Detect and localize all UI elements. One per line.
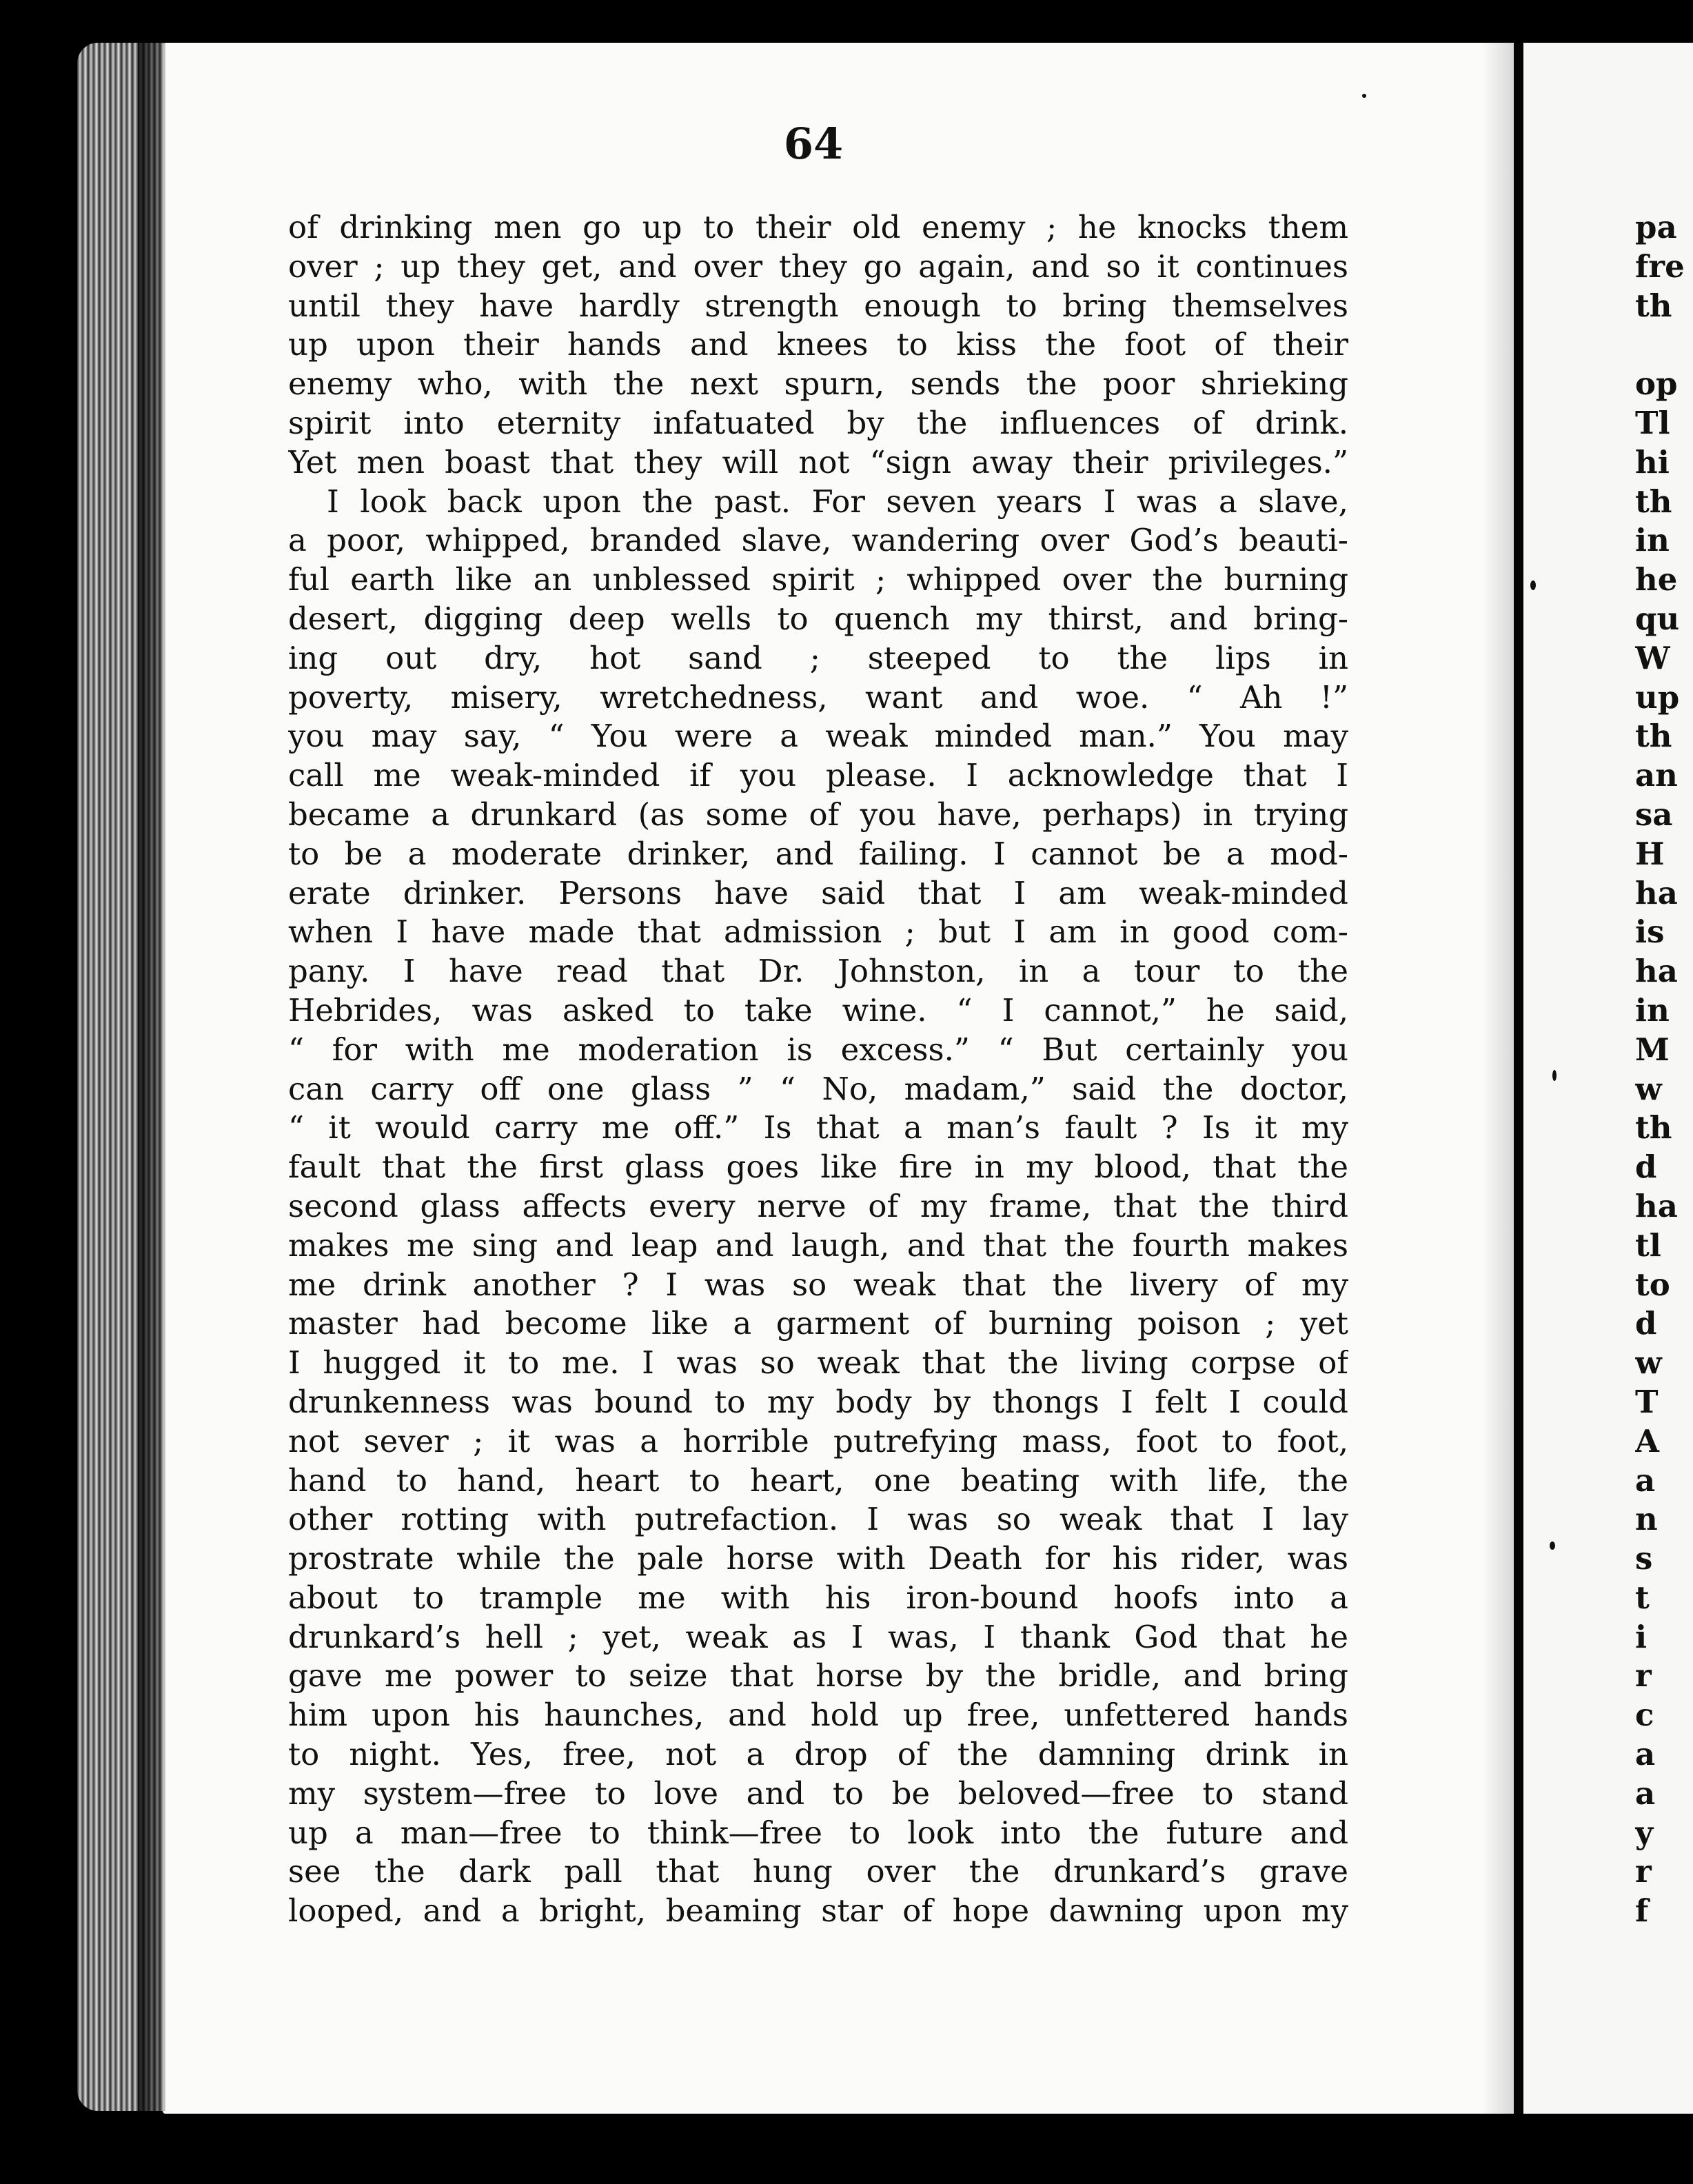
text-line: looped, and a bright, beaming star of hope dawning upon my	[288, 1892, 1348, 1930]
binding-shadow	[138, 43, 165, 2111]
text-line: until they have hardly strength enough to bring themselves	[288, 287, 1348, 324]
text-line: prostrate while the pale horse with Death for his rider, was	[288, 1540, 1348, 1577]
text-line: not sever ; it was a horrible putrefying mass, foot to foot,	[288, 1422, 1348, 1459]
facing-page-fragment: hi	[1635, 443, 1670, 481]
facing-page-fragment: M	[1635, 1031, 1670, 1068]
facing-page-fragment: tl	[1635, 1226, 1661, 1264]
text-line: my system—free to love and to be beloved—free to stand	[288, 1775, 1348, 1812]
text-line: erate drinker. Persons have said that I am weak-minded	[288, 874, 1348, 911]
text-line: “ for with me moderation is excess.” “ But certainly you	[288, 1031, 1348, 1068]
facing-page-fragment: fre	[1635, 247, 1685, 285]
text-line: about to trample me with his iron-bound hoofs into a	[288, 1579, 1348, 1616]
facing-page-fragment: d	[1635, 1149, 1657, 1186]
text-line: master had become like a garment of burning poison ; yet	[288, 1305, 1348, 1342]
facing-page-fragment: an	[1635, 757, 1678, 794]
text-line: became a drunkard (as some of you have, perhaps) in trying	[288, 796, 1348, 833]
facing-page-fragment: s	[1635, 1540, 1653, 1577]
facing-page-fragment: A	[1635, 1422, 1659, 1459]
facing-page-fragment: in	[1635, 991, 1670, 1029]
facing-page-fragment: w	[1635, 1070, 1662, 1107]
facing-page-fragment: ha	[1635, 1187, 1678, 1224]
facing-page-fragment: w	[1635, 1344, 1662, 1382]
scan-speck	[1530, 580, 1536, 590]
facing-page-fragment: f	[1635, 1892, 1649, 1930]
scan-speck	[1362, 94, 1366, 98]
facing-page-fragment: r	[1635, 1657, 1652, 1695]
text-line: fault that the first glass goes like fire in my blood, that the	[288, 1149, 1348, 1186]
text-line: over ; up they get, and over they go again, and so it continues	[288, 247, 1348, 285]
text-line: I look back upon the past. For seven years I was a slave,	[327, 483, 1348, 520]
text-line: I hugged it to me. I was so weak that the living corpse of	[288, 1344, 1348, 1382]
text-line: spirit into eternity infatuated by the influences of drink.	[288, 404, 1348, 441]
text-line: to be a moderate drinker, and failing. I cannot be a mod-	[288, 835, 1348, 872]
facing-page-fragment: y	[1635, 1814, 1654, 1851]
text-line: “ it would carry me off.” Is that a man’s fault ? Is it my	[288, 1109, 1348, 1146]
facing-page-fragment: a	[1635, 1462, 1656, 1499]
text-line: drunkard’s hell ; yet, weak as I was, I thank God that he	[288, 1618, 1348, 1655]
facing-page-fragment: T	[1635, 1383, 1659, 1420]
facing-page-fragment: th	[1635, 718, 1672, 755]
facing-page-fragment	[1635, 325, 1693, 365]
text-line: you may say, “ You were a weak minded man.” You may	[288, 718, 1348, 755]
text-line: gave me power to seize that horse by the bridle, and bring	[288, 1657, 1348, 1695]
facing-page-fragment: ha	[1635, 874, 1678, 911]
text-line: of drinking men go up to their old enemy ; he knocks them	[288, 209, 1348, 245]
text-line: him upon his haunches, and hold up free, unfettered hands	[288, 1697, 1348, 1734]
facing-page-fragment: pa	[1635, 209, 1677, 245]
facing-page-fragment: in	[1635, 522, 1670, 559]
facing-page-fragment: i	[1635, 1618, 1648, 1655]
facing-page-fragment: th	[1635, 1109, 1672, 1146]
facing-page-fragment: qu	[1635, 600, 1680, 637]
facing-page-fragment: op	[1635, 365, 1678, 403]
text-line: pany. I have read that Dr. Johnston, in a tour to the	[288, 953, 1348, 990]
facing-page-text-fragments	[1635, 208, 1693, 1931]
facing-page-fragment: W	[1635, 639, 1670, 676]
text-line: hand to hand, heart to heart, one beating with life, the	[288, 1462, 1348, 1499]
text-line: ful earth like an unblessed spirit ; whipped over the burning	[288, 561, 1348, 598]
facing-page-fragment: t	[1635, 1579, 1650, 1616]
text-line: other rotting with putrefaction. I was so weak that I lay	[288, 1501, 1348, 1538]
page-gutter-shadow	[1482, 43, 1514, 2114]
text-line: call me weak-minded if you please. I acknowledge that I	[288, 757, 1348, 794]
text-line: second glass affects every nerve of my frame, that the third	[288, 1187, 1348, 1224]
text-line: Hebrides, was asked to take wine. “ I cannot,” he said,	[288, 991, 1348, 1029]
page-gutter	[1514, 43, 1523, 2114]
facing-page-fragment: H	[1635, 835, 1665, 872]
text-line: a poor, whipped, branded slave, wandering over God’s beauti-	[288, 522, 1348, 559]
text-line: enemy who, with the next spurn, sends the poor shrieking	[288, 365, 1348, 403]
facing-page-fragment: th	[1635, 287, 1672, 324]
scan-speck	[1552, 1070, 1557, 1081]
facing-page-fragment: d	[1635, 1305, 1657, 1342]
text-line: see the dark pall that hung over the drunkard’s grave	[288, 1853, 1348, 1890]
facing-page-fragment: n	[1635, 1501, 1658, 1538]
facing-page-fragment: up	[1635, 678, 1680, 716]
facing-page-fragment: he	[1635, 561, 1678, 598]
text-line: ing out dry, hot sand ; steeped to the lips in	[288, 639, 1348, 676]
text-line: can carry off one glass ” “ No, madam,” said the doctor,	[288, 1070, 1348, 1107]
facing-page-fragment: to	[1635, 1266, 1670, 1303]
text-line: up upon their hands and knees to kiss the foot of their	[288, 326, 1348, 363]
text-line: up a man—free to think—free to look into the future and	[288, 1814, 1348, 1851]
text-line: poverty, misery, wretchedness, want and woe. “ Ah !”	[288, 678, 1348, 716]
page-number: 64	[783, 119, 844, 169]
facing-page-fragment: a	[1635, 1736, 1656, 1773]
facing-page-fragment: r	[1635, 1853, 1652, 1890]
facing-page-fragment: Tl	[1635, 404, 1670, 441]
text-line: makes me sing and leap and laugh, and that the fourth makes	[288, 1226, 1348, 1264]
text-line: drunkenness was bound to my body by thongs I felt I could	[288, 1383, 1348, 1420]
text-line: desert, digging deep wells to quench my thirst, and bring-	[288, 600, 1348, 637]
text-line: to night. Yes, free, not a drop of the damning drink in	[288, 1736, 1348, 1773]
facing-page-fragment: is	[1635, 913, 1665, 951]
scan-speck	[1550, 1541, 1555, 1550]
facing-page-fragment: sa	[1635, 796, 1673, 833]
page-body-text	[288, 208, 1348, 1931]
text-line: when I have made that admission ; but I am in good com-	[288, 913, 1348, 951]
text-line: me drink another ? I was so weak that the livery of my	[288, 1266, 1348, 1303]
facing-page-fragment: ha	[1635, 953, 1678, 990]
facing-page-fragment: c	[1635, 1697, 1654, 1734]
facing-page-fragment: th	[1635, 483, 1672, 520]
facing-page-fragment: a	[1635, 1775, 1656, 1812]
text-line: Yet men boast that they will not “sign away their privileges.”	[288, 443, 1348, 481]
